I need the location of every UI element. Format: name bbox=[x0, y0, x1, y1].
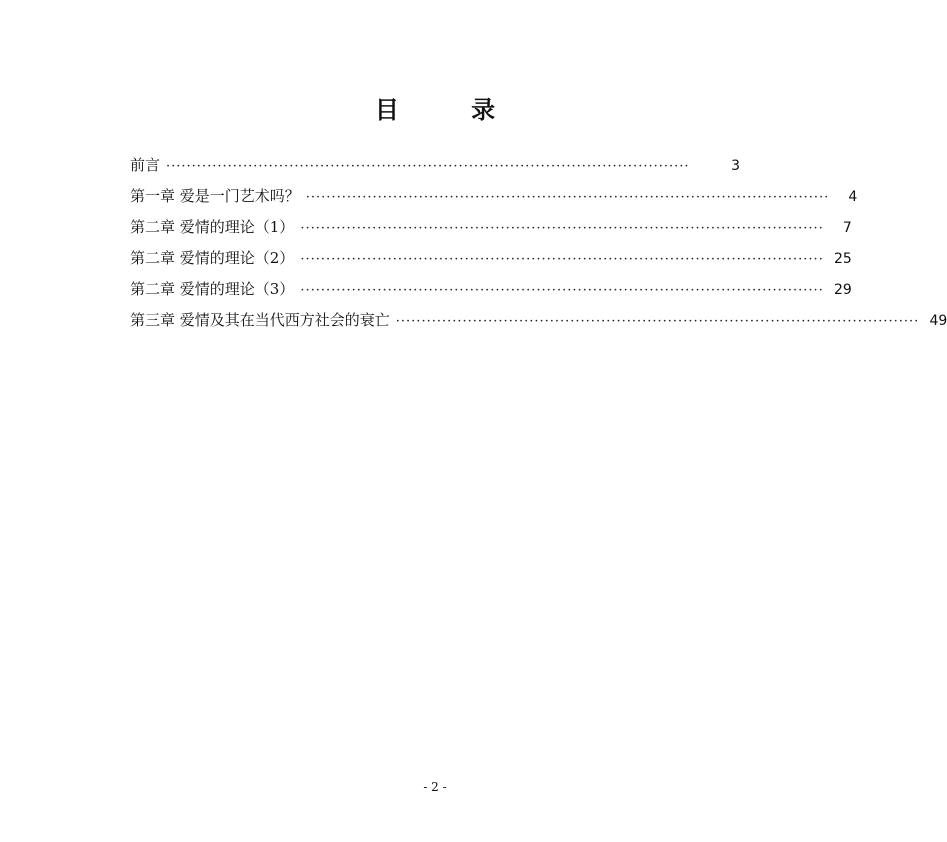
toc-leader-dots: ······································································································ bbox=[305, 190, 830, 205]
toc-entry-label: 第一章 爱是一门艺术吗？ bbox=[130, 187, 300, 205]
toc-entry[interactable] bbox=[130, 305, 947, 336]
toc-entry[interactable] bbox=[130, 212, 852, 243]
toc-entry-page: 3 bbox=[731, 158, 740, 174]
toc-entry-label: 第二章 爱情的理论（2） bbox=[130, 249, 295, 267]
toc-entry-label: 前言 bbox=[130, 156, 161, 174]
toc-entry-page: 7 bbox=[842, 220, 852, 236]
toc-leader-dots: ······································································································ bbox=[395, 314, 920, 329]
toc-leader-dots: ······································································································ bbox=[300, 252, 824, 267]
toc-entry[interactable] bbox=[130, 181, 858, 212]
toc-entry-label: 第二章 爱情的理论（1） bbox=[130, 218, 295, 236]
toc-entry-page: 29 bbox=[834, 282, 852, 298]
toc-entry[interactable] bbox=[130, 150, 740, 181]
toc-entry-page: 49 bbox=[929, 313, 947, 329]
toc-entry-page: 25 bbox=[834, 251, 852, 267]
toc-leader-dots: ······································································································ bbox=[166, 159, 690, 174]
toc-entry-label: 第二章 爱情的理论（3） bbox=[130, 280, 295, 298]
page-number: - 2 - bbox=[423, 780, 447, 794]
page-title: 目 录 bbox=[374, 96, 528, 124]
toc-entry-page: 4 bbox=[848, 189, 858, 205]
toc-entry[interactable] bbox=[130, 274, 852, 305]
toc-leader-dots: ······································································································ bbox=[300, 283, 824, 298]
toc-leader-dots: ······································································································ bbox=[300, 221, 824, 236]
toc-entry-label: 第三章 爱情及其在当代西方社会的衰亡 bbox=[130, 311, 390, 329]
toc-entry[interactable] bbox=[130, 243, 852, 274]
table-of-contents bbox=[130, 150, 947, 336]
